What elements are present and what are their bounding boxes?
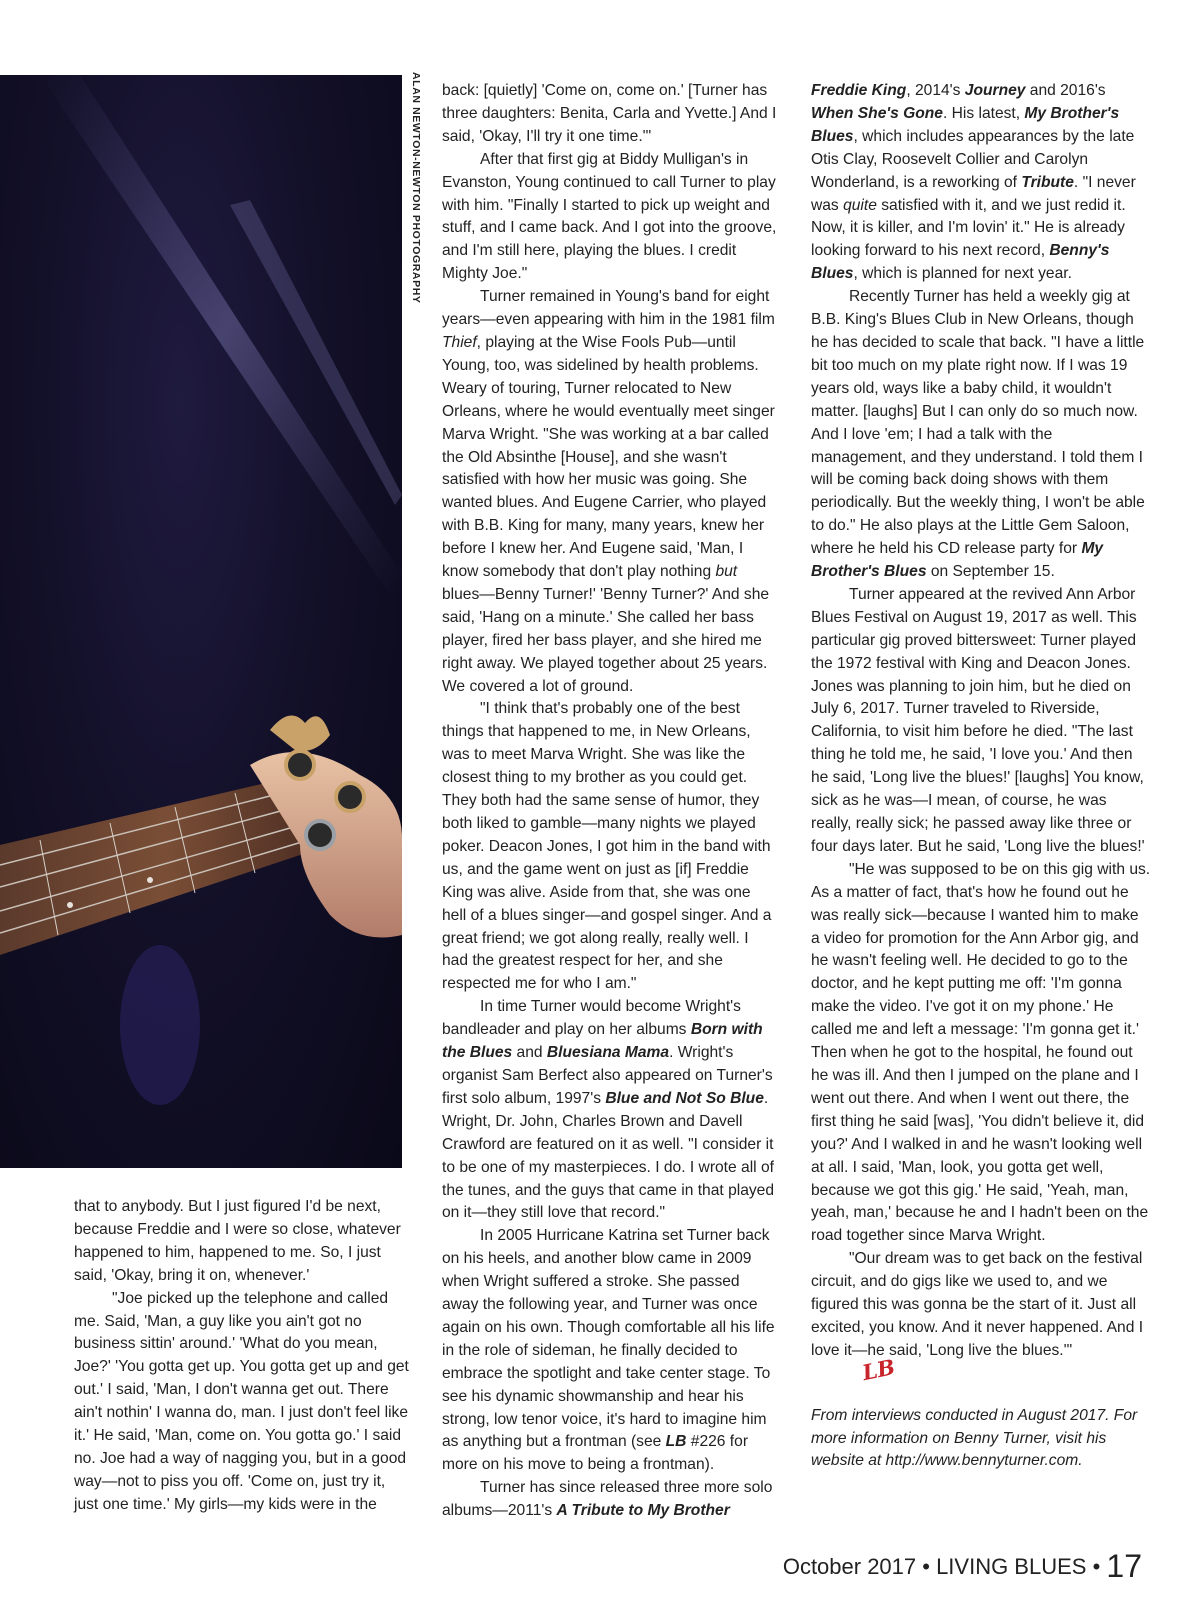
concert-photo	[0, 75, 402, 1168]
film-title: Thief	[442, 333, 477, 351]
paragraph: In 2005 Hurricane Katrina set Turner back on his heels, and another blow came in 2009 when Wright suffered a stroke. She passed away the following year, and Turner was once again on his own. Though comfortable all his life in the role of sideman, he finally decided to embrace the spotlight and take center stage. To see his dynamic showmanship and hear his strong, low tenor voice, it's hard to imagine him as anything but a frontman (see LB #226 for more on his move to being a frontman).	[442, 1227, 775, 1474]
end-mark-logo: LB	[860, 1353, 898, 1385]
album-title: My Brother's Blues	[811, 104, 1120, 145]
paragraph: In time Turner would become Wright's bandleader and play on her albums Born with the Blues and Bluesiana Mama. Wright's organist Sam Berfect also appeared on Turner's first solo album, 1997's Blue and Not So Blue. Wright, Dr. John, Charles Brown and Davell Crawford are featured on it as well. "I consider it to be one of my masterpieces. I do. I wrote all of the tunes, and the guys that came in that played on it—they still love that record."	[442, 998, 775, 1222]
paragraph: "I think that's probably one of the best things that happened to me, in New Orleans, was to meet Marva Wright. She was like the closest thing to my brother as you could get. They both had the same sense of humor, they both liked to gamble—many nights we played poker. Deacon Jones, I got him in the band with us, and the game went on just as [if] Freddie King was alive. Aside from that, she was one hell of a blues singer—and gospel singer. And a great friend; we got along really, really well. I had the greatest respect for her, and she respected me for who I am."	[442, 700, 772, 993]
album-title: When She's Gone	[811, 104, 943, 122]
paragraph: After that first gig at Biddy Mulligan's in Evanston, Young continued to call Turner to play with him. "Finally I started to pick up weight and stuff, and I came back. And I got into the groove, and I'm still here, playing the blues. I credit Mighty Joe."	[442, 150, 777, 283]
paragraph: Turner remained in Young's band for eight years—even appearing with him in the 1981 film Thief, playing at the Wise Fools Pub—until Young, too, was sidelined by health problems. Weary of touring, Turner relocated to New Orleans, where he would eventually meet singer Marva Wright. "She was working at a bar called the Old Absinthe [House], and she wasn't satisfied with how her music was going. She wanted blues. And Eugene Carrier, who played with B.B. King for many, many years, knew her before I knew her. And Eugene said, 'Man, I know somebody that don't play nothing but blues—Benny Turner!' 'Benny Turner?' And she said, 'Hang on a minute.' She called her bass player, fired her bass player, and she hired me right away. We played together about 25 years. We covered a lot of ground.	[442, 288, 775, 695]
album-title: Journey	[964, 82, 1026, 99]
paragraph: "Our dream was to get back on the festival circuit, and do gigs like we used to, and we figured this was gonna be the start of it. Just all excited, you know. And it never happened. And I love it—he said, 'Long live the blues.'"LB	[811, 1248, 1151, 1388]
paragraph: "Joe picked up the telephone and called me. Said, 'Man, a guy like you ain't got no business sittin' around.' 'What do you mean, Joe?' 'You gotta get up. You gotta get up and get out.' I said, 'Man, I don't wanna get out. There ain't nothin' I wanna do, man. I just don't feel like it.' He said, 'Man, come on. You gotta go.' I said no. Joe had a way of nagging you, but in a good way—not to piss you off. 'Come on, just try it, just one time.' My girls—my kids were in the	[74, 1289, 409, 1513]
paragraph: Freddie King, 2014's Journey and 2016's When She's Gone. His latest, My Brother's Blues, which includes appearances by the late Otis Clay, Roosevelt Collier and Carolyn Wonderland, is a reworking of Tribute. "I never was quite satisfied with it, and we just redid it. Now, it is killer, and I'm lovin' it." He is already looking forward to his next record, Benny's Blues, which is planned for next year.	[811, 82, 1136, 283]
guitar-headstock-illustration	[0, 75, 402, 1168]
paragraph: Turner appeared at the revived Ann Arbor Blues Festival on August 19, 2017 as well. This particular gig proved bittersweet: Turner played the 1972 festival with King and Deacon Jones. Jones was planning to join him, but he died on July 6, 2017. Turner traveled to Riverside, California, to visit him before he died. "The last thing he told me, he said, 'I love you.' And then he said, 'Long live the blues!' [laughs] You know, sick as he was—I mean, of course, he was really, really sick; he passed away like three or four days later. But he said, 'Long live the blues!'	[811, 585, 1145, 855]
magazine-abbrev: LB	[665, 1433, 687, 1451]
interview-note: From interviews conducted in August 2017. For more information on Benny Turner, visit his website at http://www.bennyturner.com.	[811, 1406, 1138, 1470]
paragraph: Recently Turner has held a weekly gig at B.B. King's Blues Club in New Orleans, though he has decided to scale that back. "I have a little bit too much on my plate right now. If I was 19 years old, ways like a baby child, it wouldn't matter. [laughs] But I can only do so much now. And I love 'em; I had a talk with the management, and they understand. I told them I will be coming back doing shows with them periodically. But the weekly thing, I won't be able to do." He also plays at the Little Gem Saloon, where he held his CD release party for My Brother's Blues on September 15.	[811, 288, 1145, 581]
album-title: A Tribute to My Brother	[556, 1502, 730, 1520]
paragraph: back: [quietly] 'Come on, come on.' [Turner has three daughters: Benita, Carla and Yvette.] And I said, 'Okay, I'll try it one time.'"	[442, 82, 777, 145]
album-title: Tribute	[1021, 173, 1074, 191]
album-title: Freddie King	[811, 82, 907, 99]
page-number: 17	[1106, 1548, 1142, 1584]
album-title: My Brother's Blues	[811, 540, 1104, 581]
page-footer	[783, 1548, 1142, 1585]
album-title: Bluesiana Mama	[546, 1044, 670, 1062]
album-title: Born with the Blues	[442, 1021, 763, 1062]
paragraph: "He was supposed to be on this gig with us. As a matter of fact, that's how he found out he was really sick—because I wanted him to make a video for promotion for the Ann Arbor gig, and he wasn't feeling well. He decided to go to the doctor, and he kept putting me off: 'I'm gonna make the video. I've got it on my phone.' He called me and left a message: 'I'm gonna get it.' Then when he got to the hospital, he found out he was ill. And then I jumped on the plane and I went out there. And when I went out there, the first thing he said [was], 'You didn't believe it, did you?' And I walked in and he wasn't looking well at all. I said, 'Man, look, you gotta get well, because we got this gig.' He said, 'Yeah, man, yeah, man,' because he and I hadn't been on the road together since Marva Wright.	[811, 860, 1151, 1245]
photo-credit: ALAN NEWTON-NEWTON PHOTOGRAPHY	[410, 72, 422, 304]
article-column-2	[442, 80, 777, 1523]
album-title: Blue and Not So Blue	[605, 1089, 764, 1107]
article-column-1	[74, 1196, 409, 1517]
issue-line: October 2017 • LIVING BLUES •	[782, 1554, 1101, 1579]
paragraph: that to anybody. But I just figured I'd be next, because Freddie and I were so close, whatever happened to him, happened to me. So, I just said, 'Okay, bring it on, whenever.'	[74, 1198, 401, 1284]
album-title: Benny's Blues	[811, 242, 1110, 283]
article-column-3	[811, 80, 1151, 1473]
paragraph: Turner has since released three more solo albums—2011's A Tribute to My Brother	[442, 1479, 773, 1520]
